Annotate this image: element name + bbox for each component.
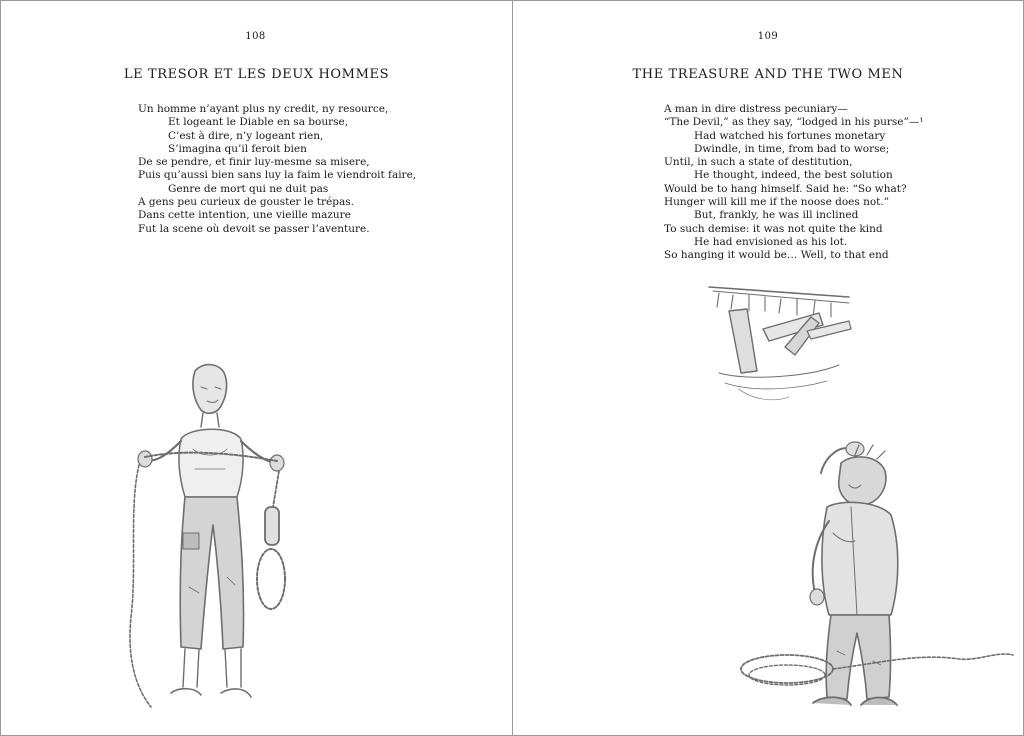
poem-title-french: LE TRESOR ET LES DEUX HOMMES <box>123 67 390 82</box>
verse-line: De se pendre, et finir luy-mesme sa misere, <box>138 156 370 169</box>
verse-line: Un homme n’ayant plus ny credit, ny resource, <box>138 103 389 115</box>
verse-line: Had watched his fortunes monetary <box>694 129 886 142</box>
verse-line: Would be to hang himself. Said he: “So what? <box>664 182 907 195</box>
english-verse <box>664 103 924 263</box>
verse-line: So hanging it would be… Well, to that end <box>664 249 889 262</box>
right-page <box>513 1 1023 735</box>
verse-line: Fut la scene où devoit se passer l’aventure. <box>138 222 370 235</box>
verse-line: A gens peu curieux de gouster le trépas. <box>138 196 354 209</box>
ruined-beams-drawing <box>699 277 859 411</box>
startled-man-with-rope-drawing <box>729 437 1019 719</box>
page-number-right: 109 <box>757 31 779 42</box>
verse-line: Hunger will kill me if the noose does not.” <box>664 196 890 209</box>
verse-line: He thought, indeed, the best solution <box>694 169 893 182</box>
poem-title-english: THE TREASURE AND THE TWO MEN <box>632 67 904 82</box>
man-holding-noose-drawing <box>123 357 293 719</box>
verse-line: Dans cette intention, une vieille mazure <box>138 209 351 222</box>
verse-line: C’est à dire, n’y logeant rien, <box>168 129 324 142</box>
verse-line: He had envisioned as his lot. <box>694 235 848 248</box>
verse-line: Et logeant le Diable en sa bourse, <box>168 116 349 129</box>
verse-line: Genre de mort qui ne duit pas <box>168 182 329 195</box>
verse-line: Puis qu’aussi bien sans luy la faim le viendroit faire, <box>138 169 417 182</box>
verse-line: Dwindle, in time, from bad to worse; <box>694 142 890 155</box>
page-number-left: 108 <box>245 31 266 42</box>
verse-line: S’imagina qu’il feroit bien <box>168 142 307 155</box>
verse-line: Until, in such a state of destitution, <box>664 156 853 169</box>
verse-line: To such demise: it was not quite the kind <box>664 222 883 235</box>
verse-line: But, frankly, he was ill inclined <box>694 209 859 222</box>
verse-line: “The Devil,” as they say, “lodged in his purse”—¹ <box>664 116 924 129</box>
french-verse <box>138 103 416 236</box>
verse-line: A man in dire distress pecuniary— <box>664 103 848 115</box>
left-page <box>1 1 513 735</box>
